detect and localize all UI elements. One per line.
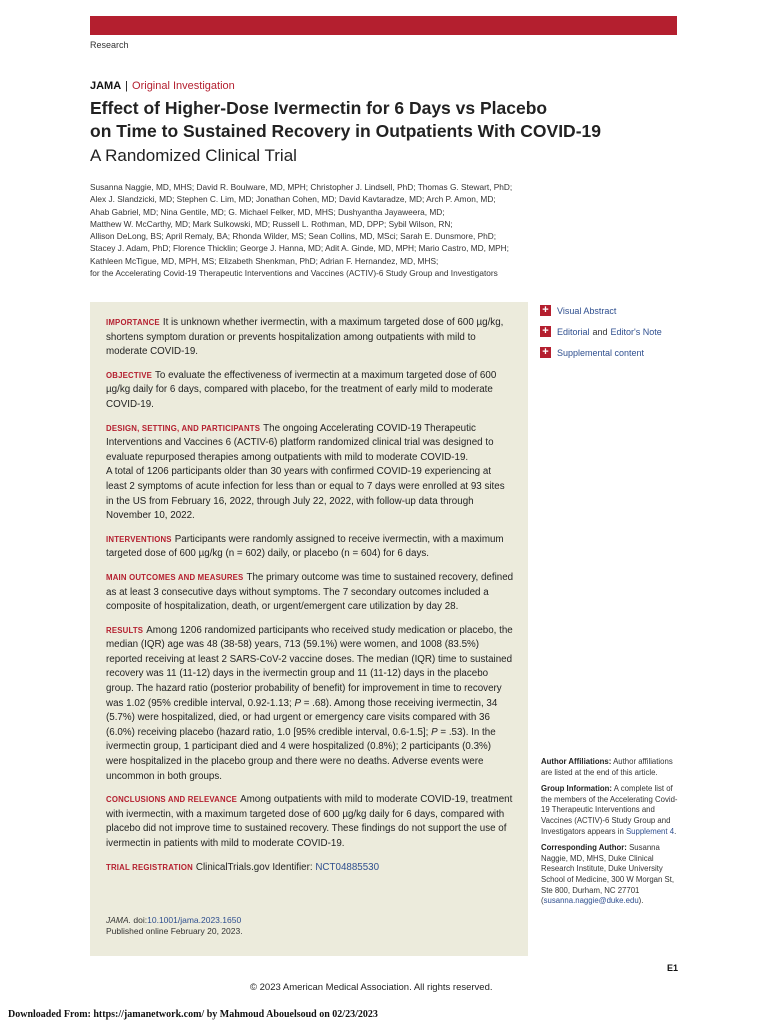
outcomes-heading: MAIN OUTCOMES AND MEASURES <box>106 572 244 582</box>
abstract-objective <box>106 369 514 413</box>
article-subtitle: A Randomized Clinical Trial <box>90 146 297 165</box>
author-list <box>90 181 530 279</box>
group-end: . <box>674 826 677 836</box>
abstract-results <box>106 624 514 785</box>
registration-heading: TRIAL REGISTRATION <box>106 862 193 872</box>
journal-name: JAMA <box>90 80 122 92</box>
author-line: Allison DeLong, BS; April Remaly, BA; Rhonda Wilder, MS; Sean Collins, MD, MSci; Sarah E. Dunsmore, PhD; <box>90 231 497 242</box>
citation-doi-line <box>106 915 243 926</box>
author-line: Alex J. Slandzicki, MD; Stephen C. Lim, MD; Jonathan Cohen, MD; David Kavtaradze, MD; Arch P. Amon, MD; <box>90 194 496 205</box>
editorial-link[interactable]: Editorial <box>557 326 590 337</box>
section-label: Research <box>90 40 129 50</box>
abstract-importance <box>106 316 514 360</box>
author-line: for the Accelerating Covid-19 Therapeutic Interventions and Vaccines (ACTIV)-6 Study Group and Investigators <box>90 268 498 279</box>
registration-text: ClinicalTrials.gov Identifier: <box>195 861 313 873</box>
author-line: Matthew W. McCarthy, MD; Mark Sulkowski, MD; Russell L. Rothman, MD, DPP; Sybil Wilson, RN; <box>90 218 453 229</box>
editors-note-link[interactable]: Editor's Note <box>610 326 662 337</box>
corresponding-end: ). <box>638 896 644 906</box>
and-word: and <box>592 326 608 337</box>
corresponding-text: Susanna Naggie, MD, MHS, Duke Clinical Research Institute, Duke University School of Medicine, 300 W Morgan St, Ste 800, Durham, NC 27701 ( <box>541 843 675 906</box>
page-number: E1 <box>667 963 679 973</box>
visual-abstract-label[interactable]: Visual Abstract <box>557 305 617 316</box>
affiliations-text: Author affiliations are listed at the end of this article. <box>541 757 673 777</box>
author-line: Kathleen McTigue, MD, MPH, MS; Elizabeth Shenkman, PhD; Adrian F. Hernandez, MD, MHS; <box>90 255 439 266</box>
plus-icon: + <box>540 305 551 316</box>
p-value-label: P <box>431 726 438 738</box>
outcomes-text: The primary outcome was time to sustained recovery, defined as at least 3 consecutive days without symptoms. The 7 secondary outcomes included a composite of hospitalization, death, or urgent/emergent care utilization by day 28. <box>106 571 514 613</box>
trial-registration-link[interactable]: NCT04885530 <box>315 861 380 873</box>
conclusions-text: Among outpatients with mild to moderate COVID-19, treatment with ivermectin, with a maximum targeted dose of 600 µg/kg daily for 6 days, compared with placebo did not improve time to sustained recovery. These findings do not support the use of ivermectin in patients with mild to moderate COVID-19. <box>106 794 513 849</box>
design-text-1: The ongoing Accelerating COVID-19 Therapeutic Interventions and Vaccines 6 (ACTIV-6) platform randomized clinical trial was designed to evaluate repurposed therapies among outpatients with mild to moderate COVID-19. <box>106 422 494 463</box>
supplemental-content-link[interactable] <box>540 342 662 363</box>
interventions-heading: INTERVENTIONS <box>106 534 172 544</box>
design-text-2: A total of 1206 participants older than 30 years with confirmed COVID-19 experiencing at least 2 symptoms of acute infection for less than or equal to 7 days were enrolled at 93 sites in the US from February 16, 2022, through July 22, 2022, with follow-up data through November 10, 2022. <box>106 466 505 522</box>
author-line: Susanna Naggie, MD, MHS; David R. Boulware, MD, MPH; Christopher J. Lindsell, PhD; Thomas G. Stewart, PhD; <box>90 182 513 192</box>
corresponding-label: Corresponding Author: <box>541 843 627 853</box>
results-heading: RESULTS <box>106 625 144 635</box>
editorial-link-row <box>540 321 662 342</box>
supplemental-content-label[interactable]: Supplemental content <box>557 347 645 358</box>
title-line-2: on Time to Sustained Recovery in Outpatients With COVID-19 <box>90 121 601 141</box>
p-value-label: P <box>294 697 301 709</box>
group-information-note <box>541 784 681 837</box>
copyright-notice: © 2023 American Medical Association. All rights reserved. <box>250 982 493 993</box>
author-line: Ahab Gabriel, MD; Nina Gentile, MD; G. Michael Felker, MD, MHS; Dushyantha Jayaweera, MD; <box>90 206 445 217</box>
author-line: Stacey J. Adam, PhD; Florence Thicklin; George J. Hanna, MD; Adit A. Ginde, MD, MPH; Mario Castro, MD, MPH; <box>90 243 509 254</box>
article-title <box>90 97 610 143</box>
citation-journal: JAMA. <box>106 915 132 925</box>
design-heading: DESIGN, SETTING, AND PARTICIPANTS <box>106 423 261 433</box>
doi-label: doi: <box>133 915 148 925</box>
citation <box>106 915 243 937</box>
group-text: A complete list of the members of the Accelerating Covid-19 Therapeutic Interventions and Vaccines (ACTIV)-6 Study Group and Investigators appears in <box>541 784 678 836</box>
importance-heading: IMPORTANCE <box>106 318 160 327</box>
importance-text: It is unknown whether ivermectin, with a maximum targeted dose of 600 µg/kg, shortens symptom duration or prevents hospitalization among outpatients with mild to moderate COVID-19. <box>106 317 504 358</box>
side-notes <box>541 757 681 913</box>
article-type: Original Investigation <box>132 80 235 92</box>
objective-text: To evaluate the effectiveness of ivermectin at a maximum targeted dose of 600 µg/kg daily for 6 days, compared with placebo, for the treatment of early mild to moderate COVID-19. <box>106 369 497 410</box>
interventions-text: Participants were randomly assigned to receive ivermectin, with a maximum targeted dose of 600 µg/kg (n = 602) daily, or placebo (n = 604) for 6 days. <box>106 533 504 560</box>
conclusions-heading: CONCLUSIONS AND RELEVANCE <box>106 795 238 805</box>
group-label: Group Information: <box>541 784 613 794</box>
abstract-interventions <box>106 533 514 562</box>
journal-separator: | <box>125 80 129 92</box>
abstract-conclusions <box>106 793 514 851</box>
abstract-outcomes <box>106 571 514 615</box>
download-notice: Downloaded From: https://jamanetwork.com/ by Mahmoud Abouelsoud on 02/23/2023 <box>8 1009 378 1020</box>
corresponding-author-note <box>541 843 681 907</box>
supplement-4-link[interactable]: Supplement 4 <box>625 826 675 836</box>
email-link[interactable]: susanna.naggie@duke.edu <box>543 896 639 906</box>
results-text-a: Among 1206 randomized participants who received study medication or placebo, the median (IQR) age was 48 (38-58) years, 713 (59.1%) were women, and 1008 (83.5%) reported receiving at least 2 SARS-CoV-2 vaccine doses. The median (IQR) time to sustained recovery was 11 (11-12) days in the ivermectin group and 11 (11-12) days in the placebo group. The hazard ratio (posterior probability of benefit) for improvement in time to recovery was 1.02 (95% credible interval, 0.92-1.13; <box>106 624 513 709</box>
side-links <box>540 300 662 363</box>
plus-icon: + <box>540 347 551 358</box>
results-text-b: = .68). Among those receiving ivermectin, 34 (5.7%) were hospitalized, died, or had urgent or emergency care visits compared with 36 (6.0%) receiving placebo (hazard ratio, 1.0 [95% credible interval, 0.6-1.5]; <box>106 697 498 738</box>
journal-line <box>90 80 235 92</box>
affiliations-label: Author Affiliations: <box>541 757 612 766</box>
abstract-design <box>106 422 514 524</box>
header-color-bar <box>90 16 677 35</box>
title-line-1: Effect of Higher-Dose Ivermectin for 6 Days vs Placebo <box>90 98 548 118</box>
plus-icon: + <box>540 326 551 337</box>
abstract-box <box>90 302 528 956</box>
objective-heading: OBJECTIVE <box>106 370 152 380</box>
results-text-c: = .53). In the ivermectin group, 1 participant died and 4 were hospitalized (0.8%); 2 participants (0.3%) were hospitalized in the placebo group and there were no deaths. Adverse events were uncommon in both groups. <box>106 726 496 782</box>
author-affiliations-note <box>541 757 681 778</box>
doi-link[interactable]: 10.1001/jama.2023.1650 <box>147 915 242 925</box>
visual-abstract-link[interactable] <box>540 300 662 321</box>
abstract-registration <box>106 861 514 876</box>
publication-date: Published online February 20, 2023. <box>106 926 243 936</box>
